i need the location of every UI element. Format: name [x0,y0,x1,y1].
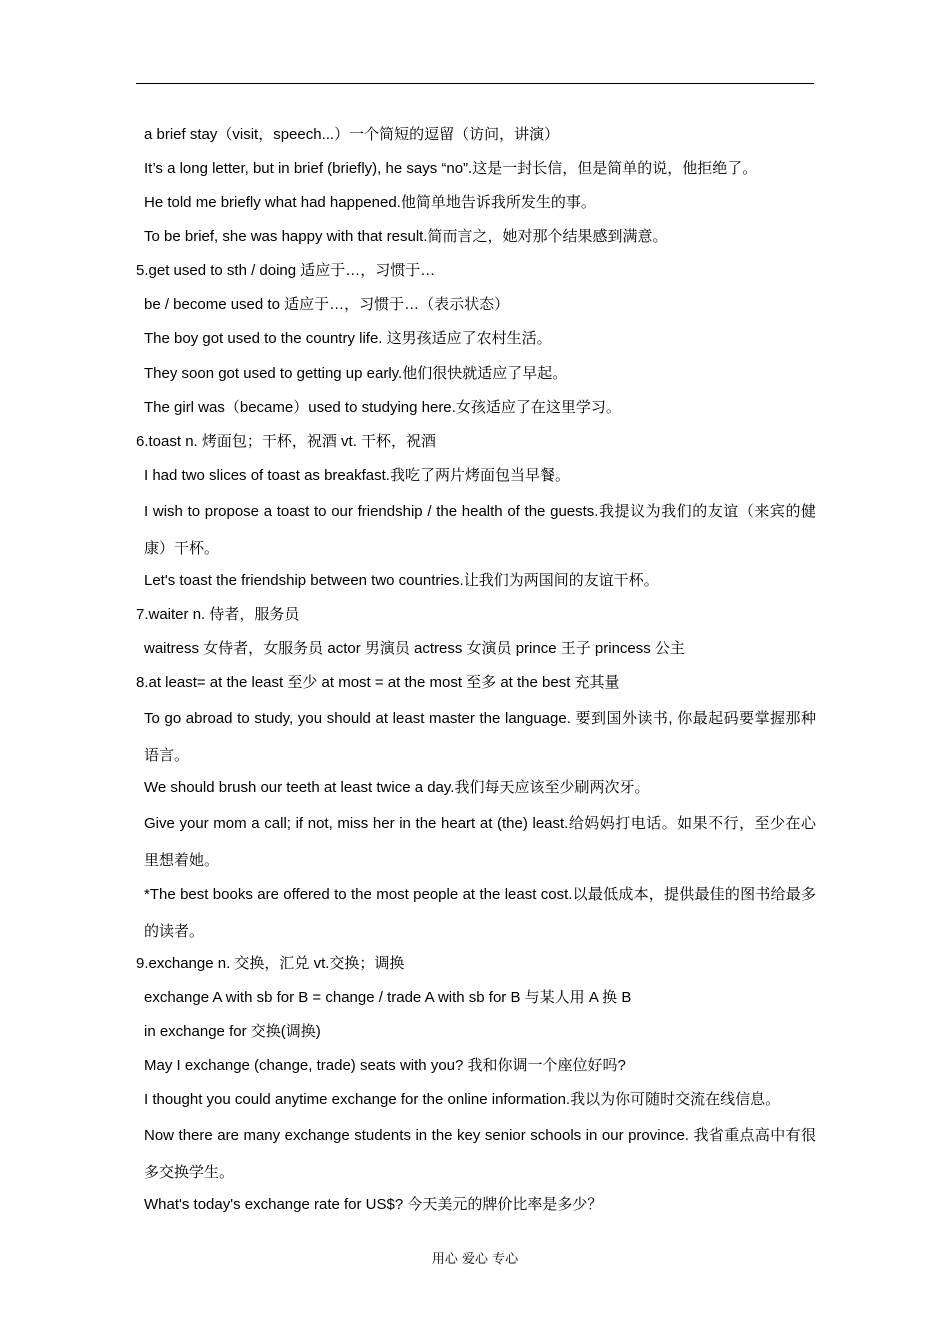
text-line: It’s a long letter, but in brief (briefly), he says “no”.这是一封长信，但是简单的说，他拒绝了。 [144,160,758,177]
text-line: be / become used to 适应于…，习惯于…（表示状态） [144,296,510,313]
text-line: They soon got used to getting up early.他们很快就适应了早起。 [144,365,568,382]
text-line: To be brief, she was happy with that result.简而言之，她对那个结果感到满意。 [144,228,668,245]
text-line: waitress 女侍者，女服务员 actor 男演员 actress 女演员 prince 王子 princess 公主 [144,640,685,657]
text-line: in exchange for 交换(调换) [144,1023,321,1040]
text-line: exchange A with sb for B = change / trade A with sb for B 与某人用 A 换 B [144,989,632,1006]
text-line: *The best books are offered to the most people at the least cost.以最低成本，提供最佳的图书给最多的读者。 [144,886,816,940]
text-line: Now there are many exchange students in the key senior schools in our province. 我省重点高中有很多交换学生。 [144,1127,816,1181]
section-heading: 5.get used to sth / doing 适应于…，习惯于… [136,262,436,279]
text-line: What's today's exchange rate for US$? 今天美元的牌价比率是多少？ [144,1196,603,1213]
text-line: The boy got used to the country life. 这男孩适应了农村生活。 [144,330,552,347]
page-footer: 用心 爱心 专心 [431,1252,519,1267]
text-line: We should brush our teeth at least twice a day.我们每天应该至少刷两次牙。 [144,779,650,796]
section-heading: 6.toast n. 烤面包；干杯，祝酒 vt. 干杯，祝酒 [136,433,437,450]
text-line: I thought you could anytime exchange for the online information.我以为你可随时交流在线信息。 [144,1091,781,1108]
text-line: I wish to propose a toast to our friendship / the health of the guests.我提议为我们的友谊（来宾的健康）干杯。 [144,503,816,557]
text-line: He told me briefly what had happened.他简单地告诉我所发生的事。 [144,194,596,211]
section-heading: 8.at least= at the least 至少 at most = at the most 至多 at the best 充其量 [136,674,620,691]
text-line: To go abroad to study, you should at least master the language. 要到国外读书, 你最起码要掌握那种语言。 [144,710,816,764]
header-rule [136,83,814,84]
text-line: Give your mom a call; if not, miss her in the heart at (the) least.给妈妈打电话。如果不行，至少在心里想着她。 [144,815,816,869]
section-heading: 9.exchange n. 交换，汇兑 vt.交换；调换 [136,955,405,972]
text-line: Let's toast the friendship between two countries.让我们为两国间的友谊干杯。 [144,572,659,589]
text-line: May I exchange (change, trade) seats with you? 我和你调一个座位好吗? [144,1057,626,1074]
text-line: a brief stay（visit，speech...）一个简短的逗留（访问，讲演） [144,126,560,143]
text-line: The girl was（became）used to studying here.女孩适应了在这里学习。 [144,399,621,416]
section-heading: 7.waiter n. 侍者，服务员 [136,606,300,623]
text-line: I had two slices of toast as breakfast.我吃了两片烤面包当早餐。 [144,467,570,484]
